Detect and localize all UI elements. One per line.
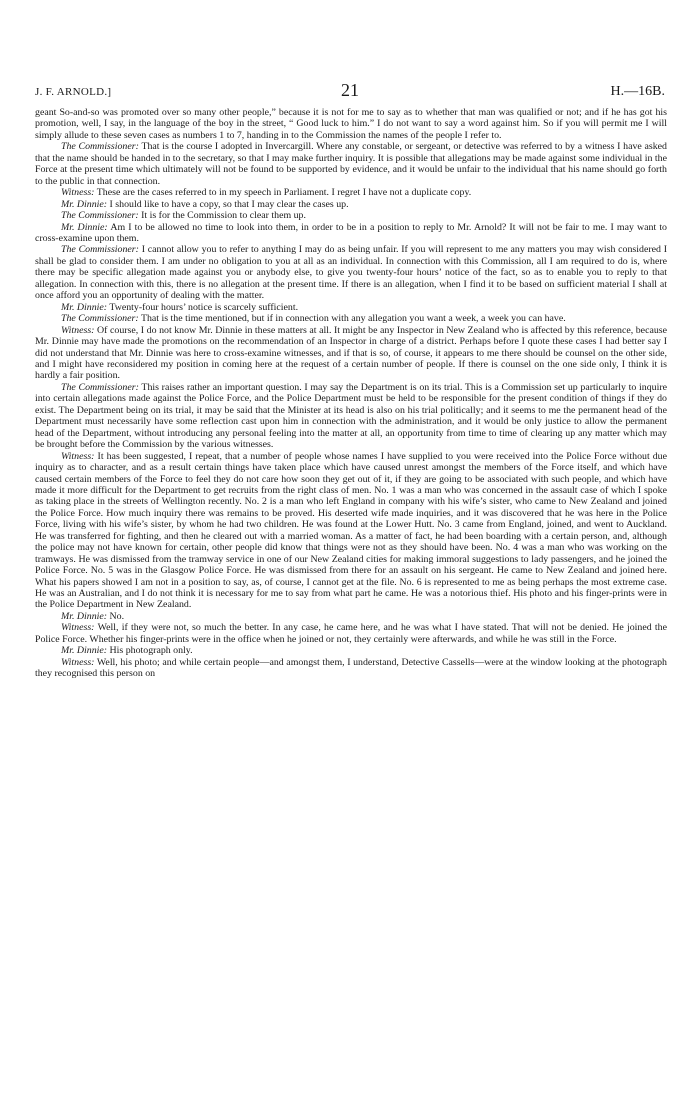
paragraph [35, 244, 667, 301]
paragraph-text: I cannot allow you to refer to anything I may do as being unfair. If you will represent to me any matters you may wish considered I shall be glad to consider them. I am under no obligation to you at all as an individual. In connection with this Commission, all I am required to do is, where there may be specific allegation made against you or anybody else, to give you twenty-four hours’ notice of the fact, so as to enable you to reply to that allegation. In connection with this, there is no allegation at the present time. If there is an allegation, when I find it to be based on sufficient material I shall at once afford you an opportunity of dealing with the matter. [35, 244, 667, 302]
speaker: The Commissioner: [61, 141, 139, 153]
paragraph [35, 622, 667, 645]
speaker: Witness: [61, 450, 95, 462]
speaker: The Commissioner: [61, 244, 139, 256]
paragraph [35, 645, 667, 656]
paragraph-text: This raises rather an important question. I may say the Department is on its trial. This is a Commission set up particularly to inquire into certain allegations made against the Police Force, and the Police Department must be held to be responsible for the present condition of things if they do exist. The Department being on its trial, it may be said that the Minister at its head is also on his trial politically; and it seems to me the permanent head of the Department must necessarily have some reflection cast upon him in connection with the administration, and it would be only justice to allow the permanent head of the Department, without introducing any personal feeling into the matter at all, an opportunity from time to time of clearing up any matter which may be brought before the Commission by the various witnesses. [35, 381, 667, 451]
speaker: Mr. Dinnie: [61, 221, 108, 233]
paragraph [35, 187, 667, 198]
paragraph-text: Am I to be allowed no time to look into them, in order to be in a position to reply to Mr. Arnold? It will not be fair to me. I may want to cross-examine upon them. [35, 221, 667, 244]
speaker: The Commissioner: [61, 210, 139, 222]
paragraph [35, 302, 667, 313]
paragraph [35, 657, 667, 680]
speaker: Witness: [61, 324, 95, 336]
paragraph [35, 611, 667, 622]
paragraph-text: It has been suggested, I repeat, that a number of people whose names I have supplied to you were received into the Police Force without due inquiry as to character, and as a result certain things have taken place which have caused unrest amongst the members of the Force itself, and which have caused certain members of the Force to feel they do not care how soon they get out of it, if they are going to be associated with such people, and which have made it more difficult for the Department to get recruits from the right class of men. No. 1 was a man who was concerned in the assault case of which I spoke as taking place in the streets of Wellington recently. No. 2 is a man who left England in company with his wife’s sister, who came to New Zealand and joined the Police Force. How much inquiry there was remains to be proved. His deserted wife made inquiries, and it was discovered that he was here in the Police Force, living with his wife’s sister, by whom he had two children. He was found at the Lower Hutt. No. 3 came from England, joined, and went to Auckland. He was transferred for fighting, and then he cleared out with a married woman. As a matter of fact, he had been boarding with a certain person, and, although the police may not have known for certain, other people did know that things were not as they should have been. No. 4 was a man who was working on the tramways. He was dismissed from the tramway service in one of our New Zealand cities for making immoral suggestions to lady passengers, and he joined the Police Force. No. 5 was in the Glasgow Police Force. He was dismissed from there for an assault on his sergeant. He came to New Zealand and joined here. What his papers showed I am not in a position to say, as, of course, I cannot get at the file. No. 6 is represented to me as being perhaps the most extreme case. He was an Australian, and I do not think it is necessary for me to say from what part he came. He was a notorious thief. His photo and his finger-prints were in the Police Department in New Zealand. [35, 450, 668, 611]
paragraph [35, 199, 667, 210]
paragraph-text: Well, if they were not, so much the better. In any case, he came here, and he was what I have stated. That will not be denied. He joined the Police Force. Whether his finger-prints were in the office when he joined or not, they certainly were afterwards, and while he was still in the Force. [35, 622, 668, 645]
page-number: 21 [341, 80, 359, 100]
paragraph-text: These are the cases referred to in my speech in Parliament. I regret I have not a duplicate copy. [96, 187, 472, 199]
paragraph-text: Well, his photo; and while certain people—and amongst them, I understand, Detective Cassells—were at the window looking at the photograph they recognised this person on [35, 656, 667, 680]
paragraph-text: That is the course I adopted in Invercargill. Where any constable, or sergeant, or detective was referred to by a witness I have asked that the name should be handed in to the secretary, so that I may make further inquiry. It is possible that allegations may be made against some individual in the Force at the present time which ultimately will not be found to be supported by evidence, and it would be unfair to the individual that his name should go forth to the public in that connection. [35, 141, 667, 187]
page-header [35, 80, 665, 102]
paragraph-text: Twenty-four hours’ notice is scarcely sufficient. [109, 301, 299, 313]
speaker: Witness: [61, 187, 95, 199]
paragraph-text: Of course, I do not know Mr. Dinnie in these matters at all. It might be any Inspector in New Zealand who is affected by this reference, because Mr. Dinnie may have made the promotions on the recommendation of an Inspector in charge of a district. Perhaps before I quote these cases I had better say I did not understand that Mr. Dinnie was here to cross-examine witnesses, and if that is so, of course, it appears to me there should be counsel on the other side, and I might have reconsidered my position in coming here at the request of a certain number of people. If there is counsel on the one side only, I think it is hardly a fair position. [35, 324, 667, 382]
speaker: Witness: [61, 622, 95, 634]
speaker: The Commissioner: [61, 313, 139, 325]
paragraph [35, 141, 667, 187]
speaker: Witness: [61, 656, 95, 668]
speaker: Mr. Dinnie: [61, 645, 108, 657]
document-body [35, 107, 667, 680]
speaker: Mr. Dinnie: [61, 198, 108, 210]
paragraph-text: It is for the Commission to clear them up. [141, 210, 306, 222]
paragraph-text: That is the time mentioned, but if in connection with any allegation you want a week, a week you can have. [140, 313, 566, 325]
speaker: Mr. Dinnie: [61, 301, 108, 313]
header-witness-name: J. F. ARNOLD.] [35, 86, 112, 98]
paragraph-text: His photograph only. [109, 645, 193, 657]
document-code: H.—16B. [610, 84, 665, 99]
speaker: Mr. Dinnie: [61, 610, 108, 622]
speaker: The Commissioner: [61, 381, 139, 393]
paragraph [35, 325, 667, 382]
paragraph [35, 210, 667, 221]
paragraph [35, 382, 667, 451]
paragraph [35, 107, 667, 141]
paragraph-text: geant So-and-so was promoted over so many other people,” because it is not for me to say as to whether that man was qualified or not; and if he has got his promotion, well, I say, in the language of the boy in the street, “ Good luck to him.” I do not want to say a word against him. So if you will permit me I will simply allude to these seven cases as numbers 1 to 7, handing in to the Commission the names of the people I refer to. [35, 107, 667, 141]
paragraph-text: No. [109, 610, 125, 622]
paragraph [35, 313, 667, 324]
paragraph-text: I should like to have a copy, so that I may clear the cases up. [109, 198, 349, 210]
paragraph [35, 222, 667, 245]
paragraph [35, 451, 667, 611]
